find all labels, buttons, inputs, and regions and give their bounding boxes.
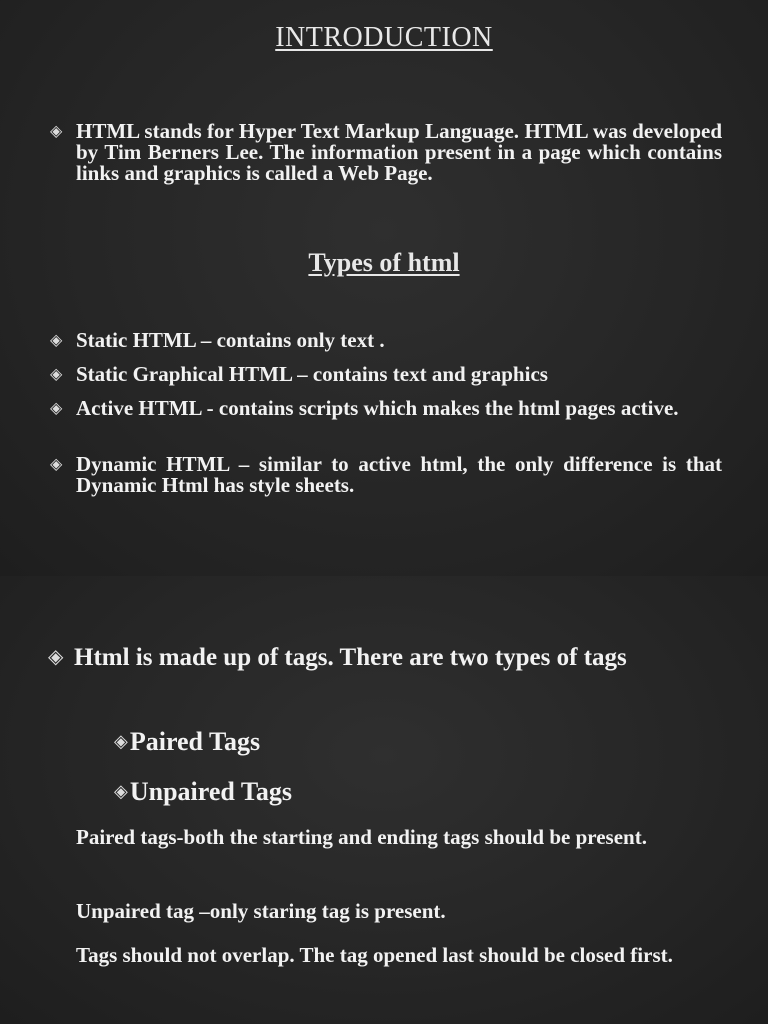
- bullet-text: HTML stands for Hyper Text Markup Language. HTML was developed by Tim Berners Lee. The information present in a page which contains links and graphics is called a Web Page.: [76, 119, 722, 185]
- diamond-bullet-icon: ◈: [50, 456, 63, 473]
- tag-overlap-rule: Tags should not overlap. The tag opened last should be closed first.: [76, 943, 673, 967]
- types-heading: Types of html: [308, 248, 460, 277]
- bullet-text: Active HTML - contains scripts which makes the html pages active.: [76, 396, 679, 420]
- diamond-bullet-icon: ◈: [114, 731, 128, 751]
- unpaired-tags-description: Unpaired tag –only staring tag is present.: [76, 899, 446, 923]
- bullet-text: Static Graphical HTML – contains text and graphics: [76, 362, 548, 386]
- sub-bullet-text: Paired Tags: [129, 726, 261, 756]
- bullet-text: Dynamic HTML – similar to active html, the only difference is that Dynamic Html has style sheets.: [76, 452, 722, 497]
- diamond-bullet-icon: ◈: [50, 366, 63, 383]
- diamond-bullet-icon: ◈: [50, 123, 63, 140]
- sub-bullet-paired-tags: [114, 724, 260, 759]
- diamond-bullet-icon: ◈: [48, 646, 64, 668]
- slide-title: INTRODUCTION: [275, 22, 493, 53]
- sub-bullet-unpaired-tags: [114, 774, 292, 809]
- paired-tags-description: Paired tags-both the starting and ending tags should be present.: [76, 825, 647, 849]
- bullet-text: Static HTML – contains only text .: [76, 328, 385, 352]
- diamond-bullet-icon: ◈: [114, 781, 128, 801]
- diamond-bullet-icon: ◈: [50, 400, 63, 417]
- diamond-bullet-icon: ◈: [50, 332, 63, 349]
- sub-bullet-text: Unpaired Tags: [129, 776, 292, 806]
- bullet-tags-intro: [48, 640, 722, 675]
- bullet-text: Html is made up of tags. There are two types of tags: [74, 644, 627, 671]
